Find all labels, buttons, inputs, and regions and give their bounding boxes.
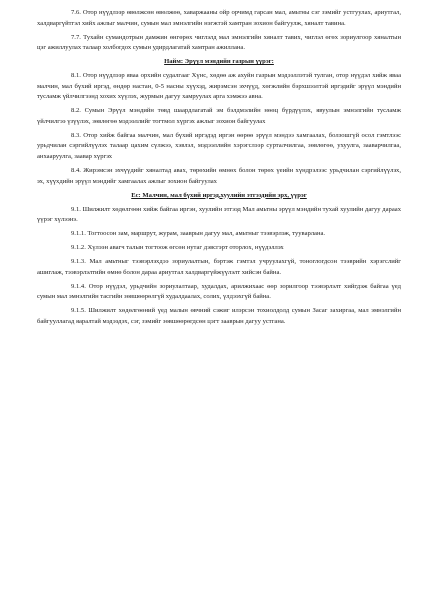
paragraph-7-6: 7.6. Отор нүүдлээр өвөлжсөн өвөлжөө, хаваржааны ойр орчимд гарсан мал, амьтны сэг зэмийг устгуулах, ариутгал, халдваргүйтгэл хийх ажлыг малчин, сумын мал эмнэлгийн нэгжтэй хамтран зохион байгуулж, хяналт тавина. [37,9,401,27]
paragraph-8-2: 8.2. Сумын Эрүүл мэндийн төвд шаардлагатай эм бэлдмэлийн нөөц бүрдүүлэх, явуулын эмнэлгийн тусламж үйлчилгээ үзүүлэх, зөвлөгөө мэдээллийг тогтмол хүргэх ажлыг зохион байгуулах [37,107,401,125]
section-nine [37,191,401,328]
paragraph-7-7: 7.7. Тухайн сумандотрын дамжин өнгөрөх чиглэлд мал эмнэлгийн хяналт тавих, чиглэл өгөх зориулгоор хяналтын цэг ажиллуулах талаар холбогдох сумын удирдлагатай хамтран ажиллана. [37,33,401,52]
section-eight [37,57,401,187]
section-heading: Найм: Эрүүл мэндийн газрын үүрэг: [164,58,274,66]
paragraph-8-1: 8.1. Отор нүүдлээр яваа орхийн судалгааг Хүнс, хөдөө аж ахуйн газрын мэдээллэтэй тулган, отор нүүдэл хийж яваа малчин, мал бүхий иргэд, өндөр настан, 0-5 насны хүүхэд, жирэмсэн эхчүүд, хөгжлийн бэрхшээлтэй иргэдийг эрүүл мэндийн тусламж үйлчилгээнд хохих хүүлэх, журмын дагуу хамруулах арга хэмжээ авна. [37,72,401,101]
paragraph-9-1-4: 9.1.4. Отор нүүдэл, урьдчийн зориулалтаар, худалдах, арилжихаас өөр зорилгоор тээвэрлэлт хийгдэж байгаа үед сумын мал эмнэлгийн тасгийн зөвшөөрөлгүй худалдаалах, солих, үлдээхгүй байна. [37,282,401,301]
paragraph-9-1-5: 9.1.5. Шилжилт хөдөлгөөний үед малын өвчний сэжиг илэрсэн тохиолдолд сумын Засаг захиргаа, мал эмнэлгийн байгууллагад яаралтай мэдээдэх, сэг, зэмийг зөвшөөрөгдсөн цэгт зааврын дагуу устгана. [37,307,401,325]
paragraph-9-1-1: 9.1.1. Тогтоосон зам, маршрут, журам, зааврын дагуу мал, амьтныг тээвэрлэж, тууварлана. [71,230,326,238]
paragraph-9-1: 9.1. Шилжилт хөдөлгөөн хийж байгаа иргэн, хуулийн этгээд Мал амьтны эрүүл мэндийн тухай хуулийн дагуу дараах үүрэг хүлээнэ. [37,205,401,224]
paragraph-9-1-3: 9.1.3. Мал амьтныг тээвэрлэхдээ зориулалтын, бэртэж гэмтэл учруулахгүй, тоноглогдсон тээврийн хэрэгслийг ашиглаж, тээвэрлэлтийн өмнө болон дараа ариутгал халдваргүйжүүлэлт хийсэн байна. [37,258,401,276]
paragraph-9-1-2: 9.1.2. Хүлээн авагч талын тогтоож өгсөн нутаг дэвсгэрт оторлох, нүүдэллэх [71,244,284,252]
section-heading: Ес: Малчин, мал бүхий иргэд,хуулийн этгээдийн эрх, үүрэг [131,191,307,199]
section-seven [37,8,401,54]
paragraph-8-4: 8.4. Жирэмсэн эхчүүдийг хяналтад авах, төрөхийн өмнөх болон төрөх үеийн хүндрэлээс урьдчилан сэргийлүүлэх, эх, хүүхдийн эрүүл мэндийг хамгаалах ажлыг зохион байгуулах [37,167,401,185]
paragraph-8-3: 8.3. Отор хийж байгаа малчин, мал бүхий иргэдэд иргэн өөрөө эрүүл мэндээ хамгаалах, болзошгүй осол гэмтлээс урьдчилан сэргийлүүлэх талаар цахим сүлжээ, хэвлэл, мэдээллийн хэрэгслээр сурталчилгаа, зөвлөгөө, ухуулга, зааварчилгаа, анхааруулга, заавар хүргэх [37,131,401,161]
